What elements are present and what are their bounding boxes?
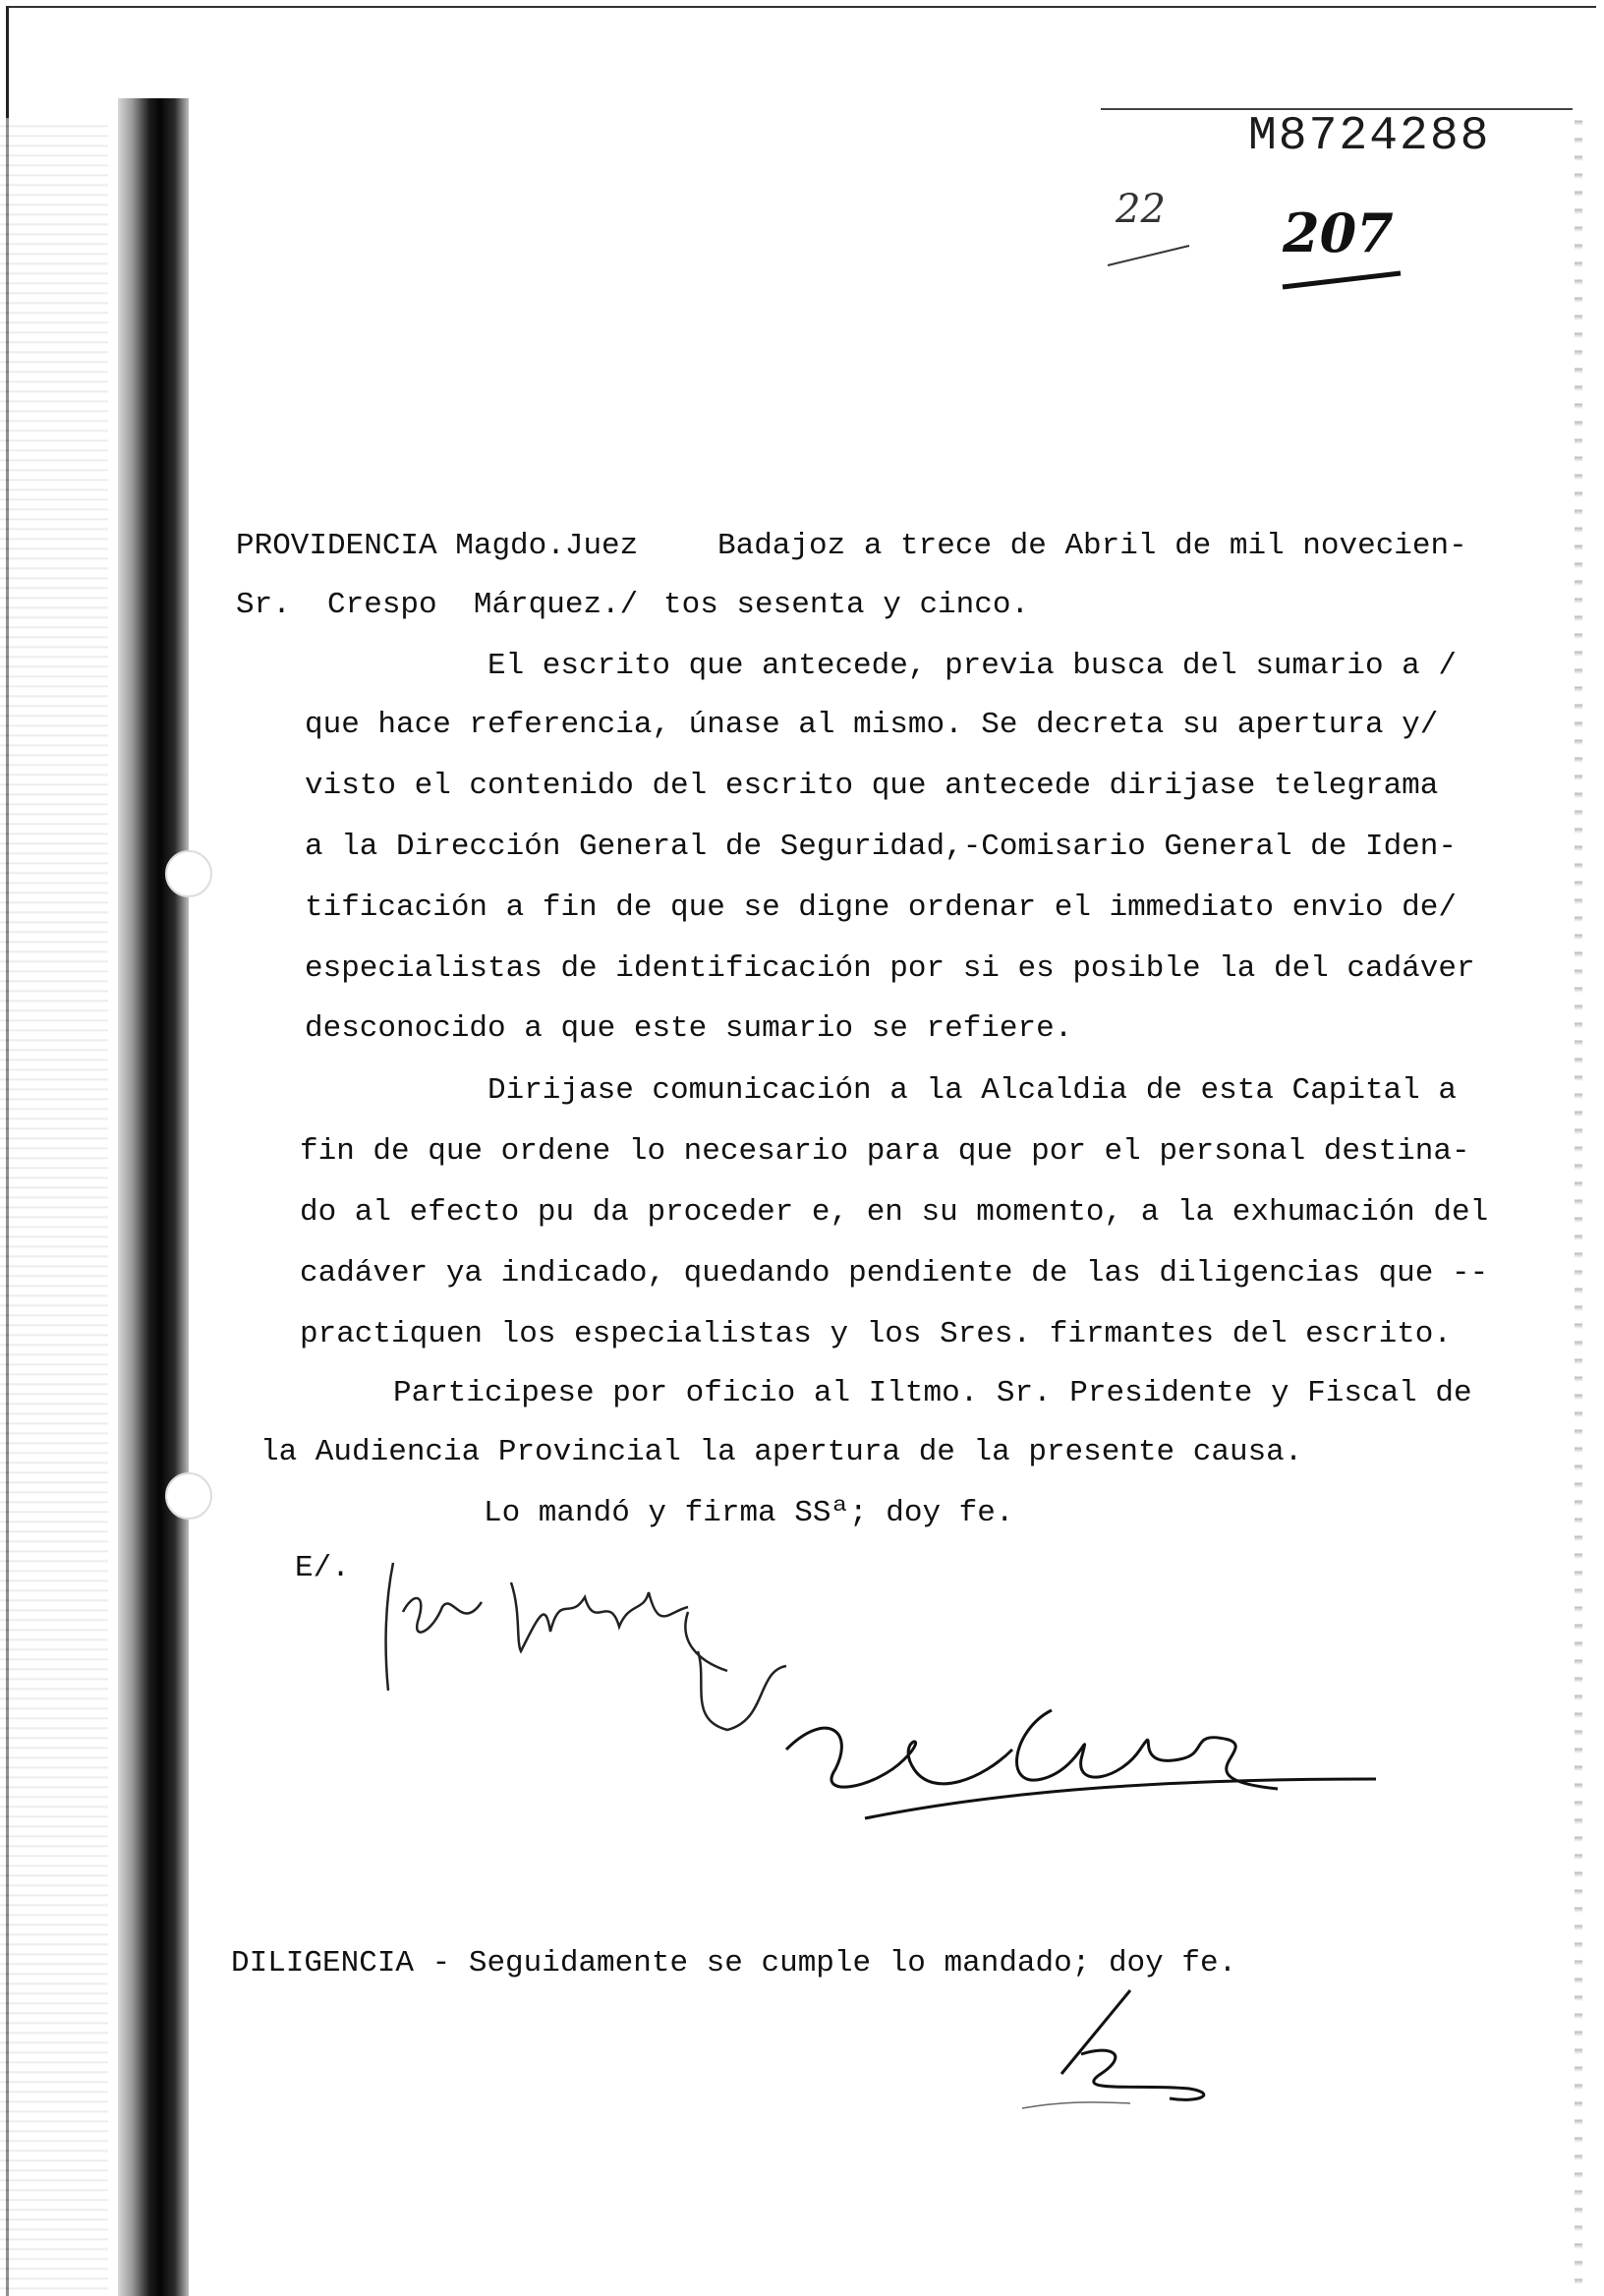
body-line: visto el contenido del escrito que antecede dirijase telegrama [305, 769, 1439, 803]
body-line: El escrito que antecede, previa busca del sumario a / [487, 649, 1457, 683]
folio-number-large: 207 [1283, 201, 1394, 264]
body-line: Dirijase comunicación a la Alcaldia de esta Capital a [487, 1073, 1457, 1108]
diligencia-signature [1022, 1985, 1278, 2113]
body-line: que hace referencia, únase al mismo. Se decreta su apertura y/ [305, 708, 1439, 742]
body-line: tificación a fin de que se digne ordenar el immediato envio de/ [305, 890, 1457, 925]
diligencia-line: DILIGENCIA - Seguidamente se cumple lo mandado; doy fe. [231, 1946, 1237, 1980]
folio-large-underline [1278, 265, 1405, 295]
folio-small-underline [1106, 241, 1194, 270]
punch-hole-top [165, 850, 212, 897]
body-line: la Audiencia Provincial la apertura de la presente causa. [260, 1435, 1303, 1469]
punch-hole-bottom [165, 1472, 212, 1520]
secretary-signature [767, 1671, 1396, 1858]
body-line: a la Dirección General de Seguridad,-Comisario General de Iden- [305, 830, 1457, 864]
body-line: especialistas de identificación por si es posible la del cadáver [305, 951, 1475, 986]
body-line: cadáver ya indicado, quedando pendiente de las diligencias que -- [300, 1256, 1489, 1291]
body-line: fin de que ordene lo necesario para que por el personal destina- [300, 1134, 1470, 1169]
initials: E/. [295, 1551, 350, 1585]
header-date-line1: Badajoz a trece de Abril de mil novecien- [717, 529, 1467, 563]
body-line: desconocido a que este sumario se refiere. [305, 1011, 1073, 1046]
scan-edge-noise [0, 118, 108, 2296]
scan-right-edge [1575, 108, 1582, 2296]
header-date-line2: tos sesenta y cinco. [663, 588, 1030, 622]
folio-number-small: 22 [1116, 187, 1166, 232]
header-left-line1: PROVIDENCIA Magdo.Juez [236, 529, 639, 563]
header-left-line2: Sr. Crespo Márquez./ [236, 588, 639, 622]
body-line: Lo mandó y firma SSª; doy fe. [484, 1496, 1014, 1530]
reference-number: M8724288 [1248, 110, 1491, 163]
body-line: do al efecto pu da proceder e, en su momento, a la exhumación del [300, 1195, 1489, 1230]
body-line: Participese por oficio al Iltmo. Sr. Presidente y Fiscal de [393, 1376, 1472, 1410]
body-line: practiquen los especialistas y los Sres. firmantes del escrito. [300, 1317, 1452, 1351]
binding-strip [118, 98, 189, 2296]
